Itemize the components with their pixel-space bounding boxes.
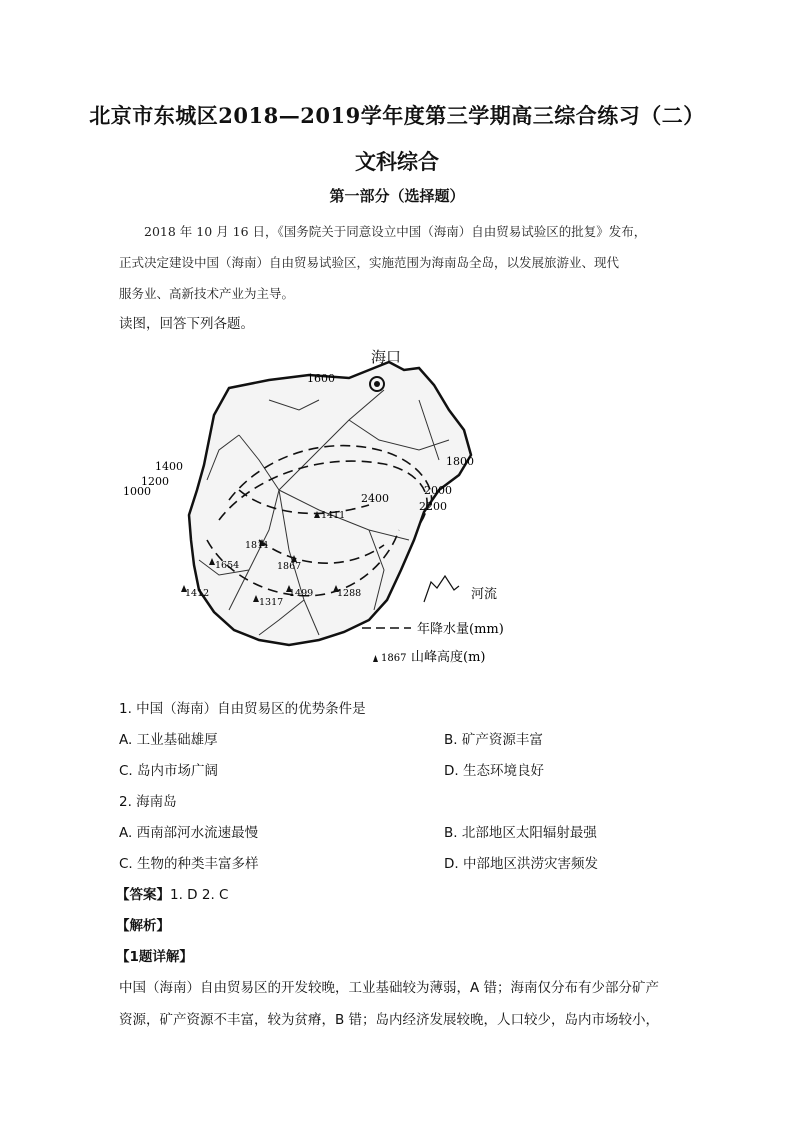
section-title: 第一部分（选择题） <box>329 187 465 205</box>
isohyet-label: 2000 <box>424 484 452 497</box>
legend-peak-sample: 1867 <box>381 653 407 664</box>
read-instruction: 读图，回答下列各题。 <box>119 316 254 332</box>
option-text: C. 生物的种类丰富多样 <box>119 856 259 872</box>
question-stem: 2. 海南岛 <box>119 794 177 810</box>
answer-label: 【答案】 <box>116 887 170 903</box>
peak-label: 1317 <box>259 597 284 608</box>
detail-label: 【1题详解】 <box>116 949 193 965</box>
peak-label: 1867 <box>277 561 302 572</box>
legend-river: 河流 <box>471 587 498 602</box>
isohyet-label: 1000 <box>123 485 151 498</box>
analysis-line: 资源，矿产资源不丰富，较为贫瘠，B 错；岛内经济发展较晚，人口较少，岛内市场较小， <box>119 1012 660 1028</box>
city-label: 海口 <box>371 348 402 366</box>
exam-title: 北京市东城区2018—2019学年度第三学期高三综合练习（二） <box>89 103 705 128</box>
peak-label: 1654 <box>215 560 240 571</box>
isohyet-label: 1200 <box>141 475 169 488</box>
option-text: B. 矿产资源丰富 <box>444 732 543 748</box>
isohyet-label: 1800 <box>446 455 474 468</box>
intro-line: 2018 年 10 月 16 日，《国务院关于同意设立中国（海南）自由贸易试验区的批复》发布， <box>144 224 647 239</box>
intro-line: 正式决定建设中国（海南）自由贸易试验区，实施范围为海南岛全岛，以发展旅游业、现代 <box>119 255 620 270</box>
analysis-line: 中国（海南）自由贸易区的开发较晚，工业基础较为薄弱，A 错；海南仅分布有少部分矿产 <box>119 980 660 996</box>
intro-paragraph <box>119 216 679 309</box>
peak-label: 1412 <box>185 588 210 599</box>
legend-peak: 山峰高度(m) <box>411 650 486 665</box>
peak-label: 1411 <box>321 510 346 521</box>
option-text: D. 生态环境良好 <box>444 763 544 779</box>
option-text: A. 工业基础雄厚 <box>119 732 218 748</box>
peak-label: 1499 <box>289 588 314 599</box>
answer-value: 1. D 2. C <box>170 887 229 903</box>
analysis-label: 【解析】 <box>116 918 170 934</box>
hainan-map <box>119 340 519 680</box>
legend-rainfall: 年降水量(mm) <box>417 622 504 637</box>
subject-title: 文科综合 <box>355 149 439 174</box>
isohyet-label: 1600 <box>307 372 335 385</box>
option-text: D. 中部地区洪涝灾害频发 <box>444 856 598 872</box>
isohyet-label: 2200 <box>419 500 447 513</box>
peak-label: 1288 <box>337 588 362 599</box>
isohyet-label: 1400 <box>155 460 183 473</box>
answer-line <box>116 883 228 903</box>
isohyet-label: 2400 <box>361 492 389 505</box>
intro-line: 服务业、高新技术产业为主导。 <box>119 286 295 301</box>
option-text: C. 岛内市场广阔 <box>119 763 219 779</box>
option-text: B. 北部地区太阳辐射最强 <box>444 825 597 841</box>
option-text: A. 西南部河水流速最慢 <box>119 825 259 841</box>
analysis-text <box>119 972 679 1036</box>
question-stem: 1. 中国（海南）自由贸易区的优势条件是 <box>119 701 366 717</box>
peak-label: 1811 <box>245 540 270 551</box>
river-legend-icon <box>424 576 459 602</box>
